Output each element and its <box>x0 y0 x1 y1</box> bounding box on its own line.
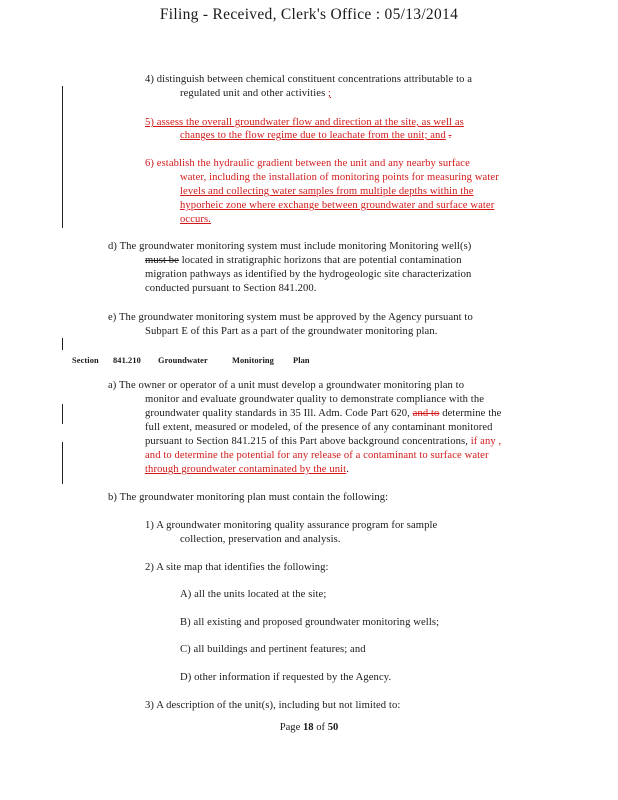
item-6-line-2: water, including the installation of monitoring points for measuring water <box>180 172 499 183</box>
para-a-line-2: monitor and evaluate groundwater quality to demonstrate compliance with the <box>145 394 485 405</box>
para-a-line-5-inserted: if any , <box>468 436 502 447</box>
item-b3-line-1: 3) A description of the unit(s), including but not limited to: <box>145 700 401 711</box>
para-a-line-4: full extent, measured or modeled, of the presence of any contaminant monitored <box>145 422 493 433</box>
page-number: 18 <box>302 722 314 733</box>
para-a-line-3 <box>145 407 501 421</box>
section-title-word-2: Monitoring <box>232 356 274 365</box>
item-4-inserted-mark: ; <box>328 88 332 99</box>
para-a-line-5 <box>145 435 501 449</box>
item-6-line-1: 6) establish the hydraulic gradient between the unit and any nearby surface <box>145 158 470 169</box>
para-d-line-2 <box>145 254 462 268</box>
item-4-line-1: 4) distinguish between chemical constituent concentrations attributable to a <box>145 74 473 85</box>
item-4-line-2-text: regulated unit and other activities <box>180 88 326 99</box>
para-a-line-7 <box>145 463 349 477</box>
change-bar <box>62 442 63 484</box>
item-4-line-2 <box>180 87 331 101</box>
para-a-line-7-text: through groundwater contaminated by the unit <box>145 464 347 475</box>
section-title-word-3: Plan <box>293 356 310 365</box>
para-a-line-7-end: . <box>346 464 349 475</box>
item-6-line-5: occurs. <box>180 214 211 225</box>
item-b1-line-2: collection, preservation and analysis. <box>180 534 341 545</box>
para-d-line-3: migration pathways as identified by the hydrogeologic site characterization <box>145 269 472 280</box>
sub-item-d: D) other information if requested by the Agency. <box>180 672 392 683</box>
item-5-line-1: 5) assess the overall groundwater flow and direction at the site, as well as <box>145 117 464 128</box>
item-b1-line-1: 1) A groundwater monitoring quality assurance program for sample <box>145 520 438 531</box>
page-total: 50 <box>327 722 339 733</box>
para-d-line-1: d) The groundwater monitoring system must include monitoring Monitoring well(s) <box>108 241 472 252</box>
item-b2-line-1: 2) A site map that identifies the following: <box>145 562 329 573</box>
para-a-struck-text: and to <box>412 408 440 419</box>
section-title-word-1: Groundwater <box>158 356 208 365</box>
change-bar <box>62 404 63 424</box>
of-label: of <box>316 722 326 733</box>
change-bar <box>62 86 63 228</box>
para-d-line-4: conducted pursuant to Section 841.200. <box>145 283 317 294</box>
para-d-line-2-text: located in stratigraphic horizons that are potential contamination <box>178 255 462 266</box>
item-5-line-2 <box>180 129 451 143</box>
para-a-line-3-end: determine the <box>439 408 502 419</box>
para-a-line-6: and to determine the potential for any release of a contaminant to surface water <box>145 450 489 461</box>
section-label: Section <box>72 356 99 365</box>
page-footer <box>0 722 618 733</box>
section-number: 841.210 <box>113 356 141 365</box>
page-label: Page <box>279 722 301 733</box>
sub-item-a: A) all the units located at the site; <box>180 589 327 600</box>
change-bar <box>62 338 63 350</box>
para-a-line-5-text: pursuant to Section 841.215 of this Part above background concentrations, <box>145 436 468 447</box>
para-a-line-3-text: groundwater quality standards in 35 Ill. Adm. Code Part 620, <box>145 408 413 419</box>
para-d-struck-text: must be <box>145 255 179 266</box>
item-5-deleted-mark: . <box>448 130 452 141</box>
item-6-line-3: levels and collecting water samples from multiple depths within the <box>180 186 474 197</box>
item-6-line-4: hyporheic zone where exchange between groundwater and surface water <box>180 200 495 211</box>
para-e-line-1: e) The groundwater monitoring system must be approved by the Agency pursuant to <box>108 312 473 323</box>
filing-header: Filing - Received, Clerk's Office : 05/13/2014 <box>159 6 459 23</box>
item-5-line-2-text: changes to the flow regime due to leachate from the unit; and <box>180 130 446 141</box>
para-b-line-1: b) The groundwater monitoring plan must contain the following: <box>108 492 389 503</box>
sub-item-b: B) all existing and proposed groundwater monitoring wells; <box>180 617 440 628</box>
para-a-line-1: a) The owner or operator of a unit must develop a groundwater monitoring plan to <box>108 380 465 391</box>
sub-item-c: C) all buildings and pertinent features; and <box>180 644 366 655</box>
para-e-line-2: Subpart E of this Part as a part of the groundwater monitoring plan. <box>145 326 438 337</box>
